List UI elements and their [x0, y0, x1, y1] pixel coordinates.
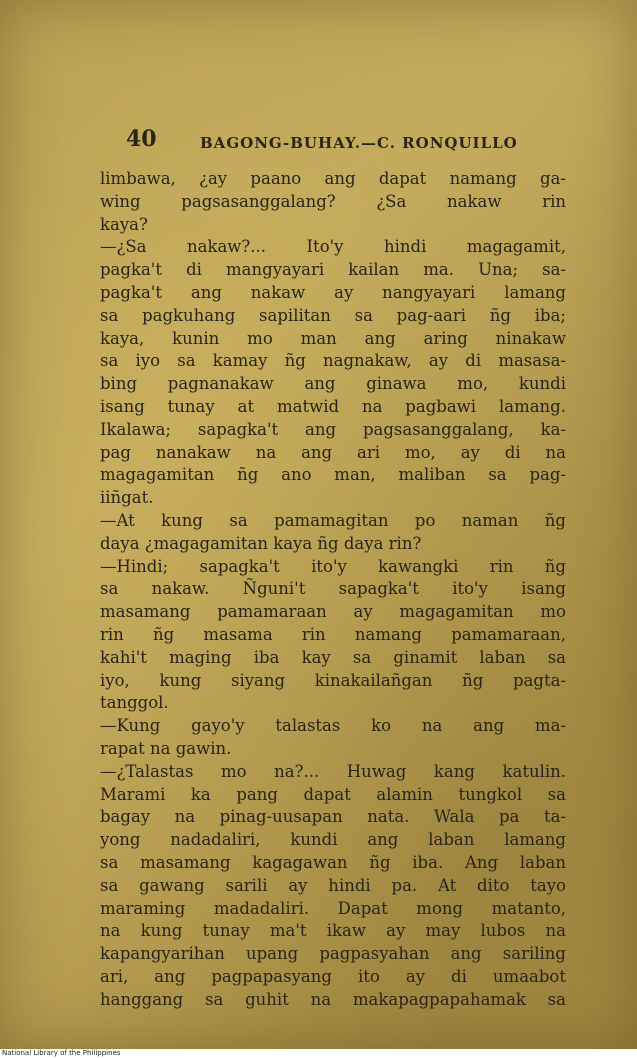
text-line: —At kung sa pamamagitan po naman ñg — [100, 510, 566, 530]
page-header — [126, 126, 566, 156]
text-line: iiñgat. — [100, 488, 154, 508]
text-line: rin ñg masama rin namang pamamaraan, — [100, 624, 566, 644]
text-line: wing pagsasanggalang? ¿Sa nakaw rin — [100, 191, 566, 211]
text-line: sa iyo sa kamay ñg nagnakaw, ay di masasa- — [100, 351, 566, 371]
text-line: isang tunay at matwid na pagbawi lamang. — [100, 396, 566, 416]
text-line: maraming madadaliri. Dapat mong matanto, — [100, 898, 566, 918]
text-line: masamang pamamaraan ay magagamitan mo — [100, 602, 566, 622]
text-line: yong nadadaliri, kundi ang laban lamang — [100, 830, 566, 850]
text-line: sa pagkuhang sapilitan sa pag-aari ñg iba; — [100, 305, 566, 325]
text-line: kapangyarihan upang pagpasyahan ang sariling — [100, 944, 566, 964]
text-line: sa masamang kagagawan ñg iba. Ang laban — [100, 852, 566, 872]
text-line: —¿Sa nakaw?... Ito'y hindi magagamit, — [100, 237, 566, 257]
text-line: tanggol. — [100, 693, 169, 713]
text-line: ari, ang pagpapasyang ito ay di umaabot — [100, 966, 566, 986]
text-line: magagamitan ñg ano man, maliban sa pag- — [100, 465, 566, 485]
text-line: na kung tunay ma't ikaw ay may lubos na — [100, 921, 566, 941]
running-head: BAGONG-BUHAY.—C. RONQUILLO — [200, 134, 518, 152]
text-line: pagka't di mangyayari kailan ma. Una; sa- — [100, 260, 566, 280]
body-text — [100, 168, 566, 1011]
text-line: bing pagnanakaw ang ginawa mo, kundi — [100, 374, 566, 394]
text-line: sa gawang sarili ay hindi pa. At dito tayo — [100, 875, 566, 895]
text-line: —Hindi; sapagka't ito'y kawangki rin ñg — [100, 556, 566, 576]
text-line: limbawa, ¿ay paano ang dapat namang ga- — [100, 169, 566, 188]
text-line: daya ¿magagamitan kaya ñg daya rin? — [100, 533, 422, 553]
text-line: pag nanakaw na ang ari mo, ay di na — [100, 442, 566, 462]
text-line: —Kung gayo'y talastas ko na ang ma- — [100, 716, 566, 736]
text-line: bagay na pinag-uusapan nata. Wala pa ta- — [100, 807, 566, 827]
text-line: rapat na gawin. — [100, 738, 232, 758]
library-credit: National Library of the Philippines — [2, 1049, 121, 1057]
text-line: —¿Talastas mo na?... Huwag kang katulin. — [100, 761, 566, 781]
text-line: kaya? — [100, 214, 148, 234]
text-line: Ikalawa; sapagka't ang pagsasanggalang, ka- — [100, 419, 566, 439]
text-line: Marami ka pang dapat alamin tungkol sa — [100, 784, 566, 804]
page-number: 40 — [126, 126, 157, 152]
text-line: sa nakaw. Ñguni't sapagka't ito'y isang — [100, 579, 566, 599]
text-line: hanggang sa guhit na makapagpapahamak sa — [100, 989, 566, 1009]
text-line: kaya, kunin mo man ang aring ninakaw — [100, 328, 566, 348]
text-line: pagka't ang nakaw ay nangyayari lamang — [100, 282, 566, 302]
text-line: iyo, kung siyang kinakailañgan ñg pagta- — [100, 670, 566, 690]
text-line: kahi't maging iba kay sa ginamit laban sa — [100, 647, 566, 667]
